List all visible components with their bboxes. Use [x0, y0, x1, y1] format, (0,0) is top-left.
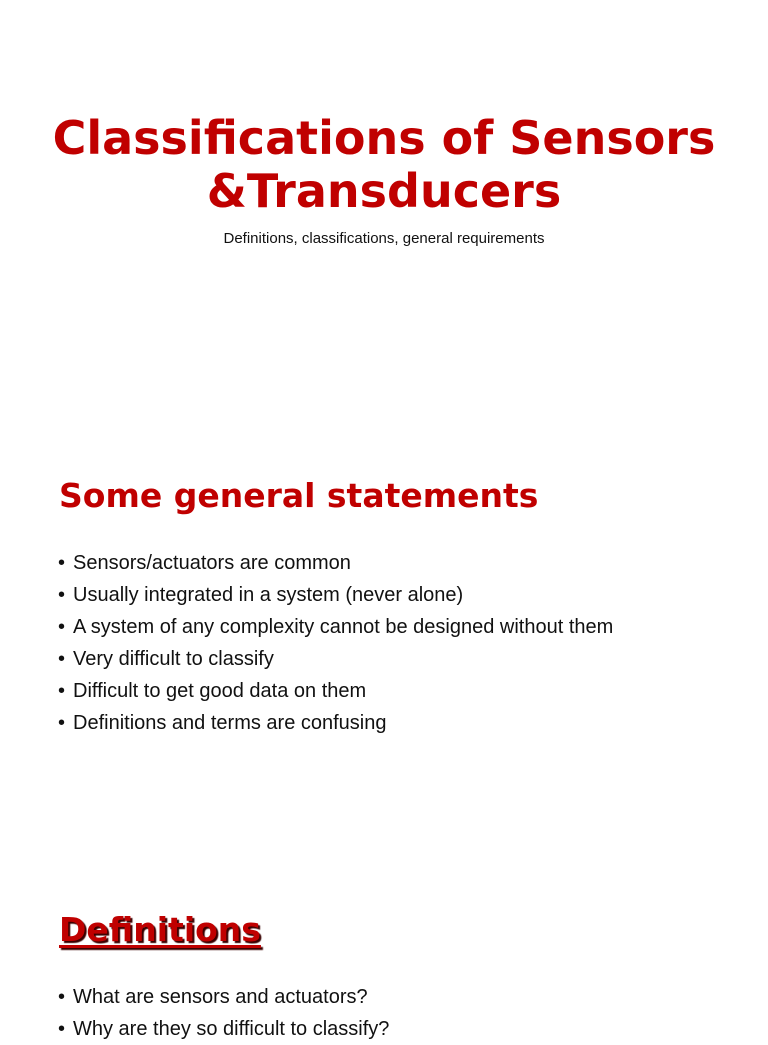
bullet-icon: • — [58, 616, 66, 638]
bullet-icon: • — [58, 552, 66, 574]
bullet-text: What are sensors and actuators? — [73, 986, 368, 1008]
presentation-subtitle: Definitions, classifications, general requirements — [223, 230, 545, 247]
bullet-icon: • — [58, 712, 66, 734]
bullet-icon: • — [58, 584, 66, 606]
bullet-icon: • — [58, 1018, 66, 1040]
title-line-2: &Transducers — [206, 164, 562, 218]
bullet-list — [58, 981, 389, 1045]
bullet-text: Sensors/actuators are common — [73, 552, 351, 574]
bullet-icon: • — [58, 648, 66, 670]
bullet-icon: • — [58, 986, 66, 1008]
bullet-text: Definitions and terms are confusing — [73, 712, 387, 734]
title-line-1: Classifications of Sensors — [52, 111, 716, 165]
bullet-item — [58, 981, 389, 1013]
bullet-item — [58, 1013, 389, 1045]
bullet-text: Difficult to get good data on them — [73, 680, 367, 702]
presentation-title — [0, 112, 768, 218]
slide-heading: Definitions — [59, 910, 261, 949]
bullet-list — [58, 547, 613, 739]
bullet-text: A system of any complexity cannot be designed without them — [73, 616, 614, 638]
bullet-text: Very difficult to classify — [73, 648, 274, 670]
general-statements-slide — [0, 432, 768, 864]
definitions-slide — [0, 864, 768, 1040]
bullet-item — [58, 547, 613, 579]
bullet-item — [58, 611, 613, 643]
bullet-item — [58, 643, 613, 675]
bullet-icon: • — [58, 680, 66, 702]
bullet-item — [58, 675, 613, 707]
bullet-text: Why are they so difficult to classify? — [73, 1018, 390, 1040]
title-slide — [0, 0, 768, 432]
bullet-text: Usually integrated in a system (never alone) — [73, 584, 464, 606]
bullet-item — [58, 707, 613, 739]
slide-heading: Some general statements — [59, 476, 539, 515]
bullet-item — [58, 579, 613, 611]
